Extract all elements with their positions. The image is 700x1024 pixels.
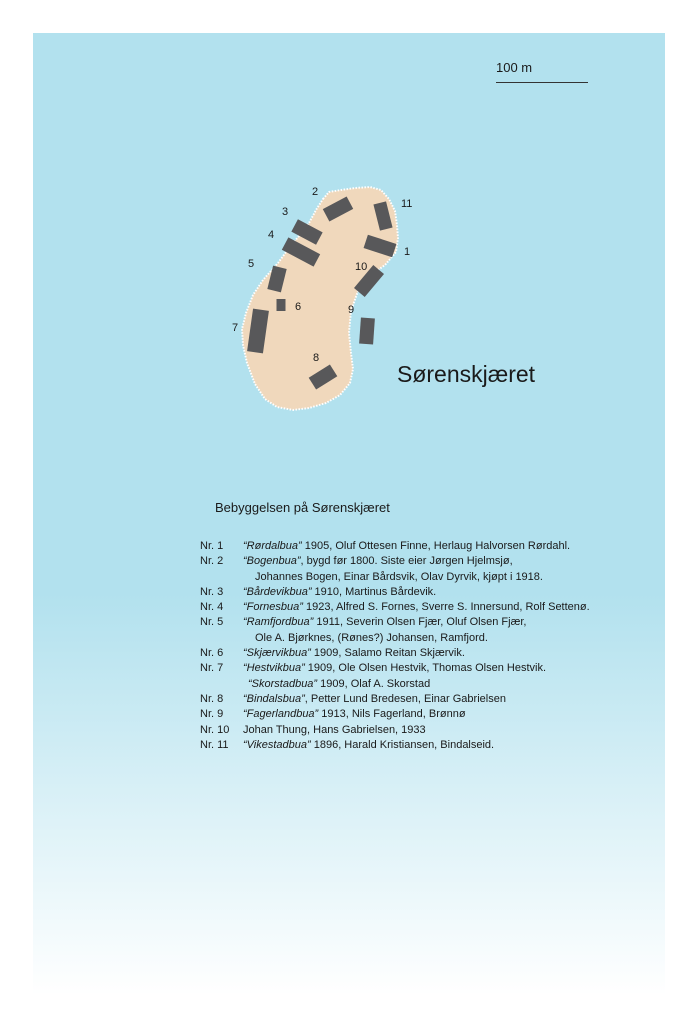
entry-sub-name: “Skorstadbua” [248,677,318,690]
building-label-2: 2 [312,186,319,198]
entry-line [243,585,436,600]
building-label-4: 4 [268,229,275,241]
building-9 [359,318,375,345]
legend-entry [200,539,590,554]
entry-body [243,539,570,554]
entry-name: “Rørdalbua” [243,540,302,552]
building-label-9: 9 [348,304,355,316]
entry-text: Johan Thung, Hans Gabrielsen, 1933 [243,723,426,736]
map-panel [33,33,665,995]
building-label-8: 8 [313,352,320,364]
entry-body [243,554,543,585]
entry-line [243,692,506,707]
entry-number: Nr. 3 [200,585,224,598]
entry-body [243,646,465,661]
island-name: Sørenskjæret [397,361,536,387]
entry-name: “Fornesbua” [243,601,303,614]
legend-entry [200,600,590,615]
entry-body [243,615,526,646]
entry-body [243,600,590,615]
building-label-1: 1 [404,246,411,258]
entry-number: Nr. 6 [200,647,224,660]
entry-number: Nr. 5 [200,616,224,629]
legend-entry [200,738,590,753]
entry-sub-line [243,677,546,692]
entry-body [243,585,436,600]
entry-name: “Hestvikbua” [243,662,305,675]
entry-name: “Vikestadbua” [243,738,311,751]
entry-line [243,661,546,676]
entry-number: Nr. 11 [200,738,229,751]
entry-text: 1905, Oluf Ottesen Finne, Herlaug Halvorsen Rørdahl. [301,540,571,552]
legend-entry [200,646,590,661]
entry-continuation: Ole A. Bjørknes, (Rønes?) Johansen, Ramfjord. [255,631,488,644]
entry-name: “Bårdevikbua” [243,585,312,598]
entry-sub-text: 1909, Olaf A. Skorstad [317,677,431,690]
entry-body [243,692,506,707]
entry-name: “Skjærvikbua” [243,647,311,660]
entry-continuation: Johannes Bogen, Einar Bårdsvik, Olav Dyrvik, kjøpt i 1918. [255,570,543,583]
entry-name: “Ramfjordbua” [243,616,314,629]
entry-text: 1910, Martinus Bårdevik. [311,585,437,598]
legend-entry [200,723,590,738]
entry-text: , Petter Lund Bredesen, Einar Gabrielsen [304,692,506,705]
entry-text: 1896, Harald Kristiansen, Bindalseid. [310,738,495,751]
entry-body [243,661,546,692]
entry-name: “Bindalsbua” [243,692,305,705]
entry-name: “Fagerlandbua” [243,708,319,721]
island-map [33,33,665,473]
legend-title: Bebyggelsen på Sørenskjæret [215,500,390,515]
entry-line [243,646,465,661]
entry-text: 1909, Salamo Reitan Skjærvik. [310,647,465,660]
entry-number: Nr. 4 [200,601,224,614]
scale-label: 100 m [496,60,533,75]
entry-line [243,738,494,753]
entry-text: , bygd før 1800. Siste eier Jørgen Hjelmsjø, [300,555,513,568]
entry-line [243,723,426,738]
legend-entry [200,707,590,722]
entry-text: 1909, Ole Olsen Hestvik, Thomas Olsen Hestvik. [304,662,547,675]
entry-body [243,738,494,753]
entry-text: 1913, Nils Fagerland, Brønnø [318,708,466,721]
entry-number: Nr. 7 [200,662,224,675]
building-label-10: 10 [355,261,368,273]
entry-number: Nr. 9 [200,708,224,721]
entry-line [243,554,543,569]
entry-body [243,723,426,738]
building-label-6: 6 [295,301,302,313]
building-label-5: 5 [248,258,255,270]
entry-line [243,707,466,722]
entry-number: Nr. 8 [200,692,224,705]
entry-line [243,539,570,554]
entry-number: Nr. 10 [200,723,230,736]
entry-number: Nr. 1 [200,540,224,552]
legend-entry [200,615,590,646]
entry-body [243,707,466,722]
entry-line [243,615,526,630]
entry-text: 1911, Severin Olsen Fjær, Oluf Olsen Fjær, [313,616,527,629]
building-label-11: 11 [401,198,413,210]
entry-name: “Bogenbua” [243,555,301,568]
building-label-7: 7 [232,322,239,334]
building-label-3: 3 [282,206,289,218]
entry-line [243,600,590,615]
legend-entry [200,554,590,585]
legend-list [200,539,590,753]
legend-entry [200,692,590,707]
legend-entry [200,661,590,692]
entry-text: 1923, Alfred S. Fornes, Sverre S. Innersund, Rolf Settenø. [302,601,590,614]
entry-number: Nr. 2 [200,555,224,568]
legend-entry [200,585,590,600]
building-6 [277,299,286,311]
